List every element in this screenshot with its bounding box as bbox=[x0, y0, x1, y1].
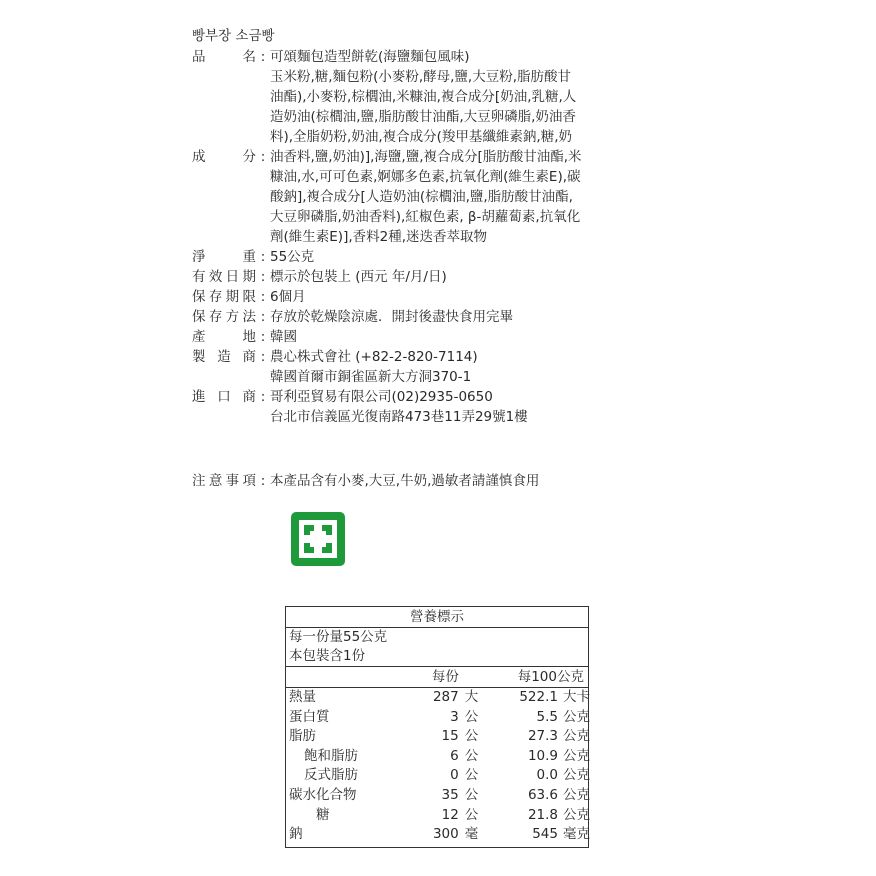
per-100g-unit: 公克 bbox=[563, 786, 590, 803]
per-serving-unit: 大 bbox=[464, 689, 479, 705]
field-value-line: 哥利亞貿易有限公司(02)2935-0650 bbox=[270, 389, 493, 405]
warning-key: 注 意 事 項 bbox=[192, 473, 256, 489]
field-value-line: 韓國 bbox=[270, 329, 297, 345]
per-serving-unit: 公 bbox=[464, 806, 479, 823]
nutrition-facts-table bbox=[285, 606, 589, 848]
field-value-line: 存放於乾燥陰涼處．開封後盡快食用完畢 bbox=[270, 309, 513, 325]
recycle-icon bbox=[290, 511, 346, 567]
field-value bbox=[270, 47, 620, 147]
label-field-row bbox=[192, 387, 652, 427]
product-label bbox=[192, 26, 652, 427]
field-key: 品 名 bbox=[192, 49, 256, 65]
per-100g-value: 0.0 bbox=[536, 767, 558, 784]
field-value-line: 造奶油(棕櫚油,鹽,脂肪酸甘油酯,大豆卵磷脂,奶油香 bbox=[270, 109, 576, 125]
label-field-row bbox=[192, 147, 652, 247]
per-serving-value: 12 bbox=[441, 806, 459, 823]
label-fields bbox=[192, 47, 652, 427]
nutrition-rows bbox=[286, 688, 588, 845]
per-100g-unit: 毫克 bbox=[563, 826, 590, 843]
per-serving-value: 35 bbox=[441, 786, 459, 803]
nutrient-name: 糖 bbox=[316, 806, 330, 823]
label-field-row bbox=[192, 327, 652, 347]
servings-per-pack: 本包裝含1份 bbox=[289, 648, 366, 664]
field-value-line: 糠油,水,可可色素,婀娜多色素,抗氧化劑(維生素E),碳 bbox=[270, 169, 581, 185]
field-key: 成 分 bbox=[192, 149, 256, 165]
field-value bbox=[270, 267, 620, 287]
nutrient-name: 反式脂肪 bbox=[304, 767, 358, 784]
per-100g-value: 21.8 bbox=[527, 806, 558, 823]
per-serving-unit: 公 bbox=[464, 786, 479, 803]
per-serving-value: 6 bbox=[450, 747, 459, 764]
nutrient-name: 碳水化合物 bbox=[289, 786, 357, 803]
field-colon: : bbox=[260, 389, 266, 405]
per-serving-value: 0 bbox=[450, 767, 459, 784]
label-field-row bbox=[192, 287, 652, 307]
field-value-line: 劑(維生素E)],香料2種,迷迭香萃取物 bbox=[270, 229, 488, 245]
per-100g-value: 63.6 bbox=[527, 786, 558, 803]
field-value-line: 油酯),小麥粉,棕櫚油,米糠油,複合成分[奶油,乳糖,人 bbox=[270, 89, 577, 105]
field-value bbox=[270, 307, 620, 327]
field-key: 產 地 bbox=[192, 329, 256, 345]
per-100g-value: 5.5 bbox=[536, 708, 558, 725]
nutrient-name: 熱量 bbox=[289, 689, 316, 705]
serving-size: 每一份量55公克 bbox=[289, 629, 388, 645]
nutrient-name: 飽和脂肪 bbox=[304, 747, 358, 764]
nutrition-column-header bbox=[286, 666, 588, 688]
per-100g-unit: 公克 bbox=[563, 747, 590, 764]
per-100g-unit: 公克 bbox=[563, 767, 590, 784]
col-per-serving: 每份 bbox=[431, 669, 459, 685]
per-serving-value: 15 bbox=[441, 728, 459, 745]
nutrition-row bbox=[286, 786, 588, 806]
field-key: 製 造 商 bbox=[192, 349, 256, 365]
field-value-line: 農心株式會社 (+82-2-820-7114) bbox=[270, 349, 478, 365]
nutrient-name: 脂肪 bbox=[289, 728, 316, 745]
warning-text: 本產品含有小麥,大豆,牛奶,過敏者請謹慎食用 bbox=[270, 473, 540, 489]
per-100g-unit: 公克 bbox=[563, 708, 590, 725]
allergen-warning bbox=[192, 471, 539, 491]
field-value bbox=[270, 347, 620, 387]
per-serving-value: 287 bbox=[432, 689, 459, 705]
nutrition-row bbox=[286, 825, 588, 845]
per-serving-value: 3 bbox=[450, 708, 459, 725]
warning-colon: : bbox=[260, 473, 266, 489]
nutrition-row bbox=[286, 747, 588, 767]
field-value-line: 韓國首爾市銅雀區新大方洞370-1 bbox=[270, 369, 472, 385]
per-serving-unit: 公 bbox=[464, 708, 479, 725]
field-colon: : bbox=[260, 289, 266, 305]
field-colon: : bbox=[260, 269, 266, 285]
nutrient-name: 鈉 bbox=[289, 826, 303, 843]
field-colon: : bbox=[260, 309, 266, 325]
label-field-row bbox=[192, 247, 652, 267]
field-value-line: 大豆卵磷脂,奶油香料),紅椒色素, β-胡蘿蔔素,抗氧化 bbox=[270, 209, 581, 225]
field-value-line: 可頌麵包造型餅乾(海鹽麵包風味) bbox=[270, 49, 470, 65]
field-value bbox=[270, 287, 620, 307]
nutrition-heading: 營養標示 bbox=[286, 607, 588, 628]
field-value-line: 料),全脂奶粉,奶油,複合成分(羧甲基纖維素鈉,糖,奶 bbox=[270, 129, 572, 145]
per-100g-unit: 公克 bbox=[563, 728, 590, 745]
field-key: 保 存 期 限 bbox=[192, 289, 256, 305]
field-colon: : bbox=[260, 49, 266, 65]
per-100g-value: 10.9 bbox=[527, 747, 558, 764]
field-value-line: 酸鈉],複合成分[人造奶油(棕櫚油,鹽,脂肪酸甘油酯, bbox=[270, 189, 573, 205]
field-value-line: 油香料,鹽,奶油)],海鹽,鹽,複合成分[脂肪酸甘油酯,米 bbox=[270, 149, 582, 165]
product-title: 빵부장 소금빵 bbox=[192, 28, 275, 44]
nutrition-row bbox=[286, 727, 588, 747]
field-key: 有 效 日 期 bbox=[192, 269, 256, 285]
nutrition-row bbox=[286, 688, 588, 708]
field-colon: : bbox=[260, 329, 266, 345]
field-value bbox=[270, 327, 620, 347]
field-colon: : bbox=[260, 249, 266, 265]
nutrition-row bbox=[286, 806, 588, 826]
per-serving-unit: 公 bbox=[464, 728, 479, 745]
per-100g-value: 27.3 bbox=[527, 728, 558, 745]
field-value bbox=[270, 147, 620, 247]
label-field-row bbox=[192, 47, 652, 147]
field-key: 淨 重 bbox=[192, 249, 256, 265]
label-field-row bbox=[192, 347, 652, 387]
nutrient-name: 蛋白質 bbox=[289, 708, 330, 725]
field-value-line: 55公克 bbox=[270, 249, 315, 265]
col-per-100g: 每100公克 bbox=[517, 669, 584, 685]
field-key: 進 口 商 bbox=[192, 389, 256, 405]
per-100g-value: 545 bbox=[532, 826, 558, 843]
per-serving-unit: 公 bbox=[464, 767, 479, 784]
label-field-row bbox=[192, 307, 652, 327]
field-value-line: 台北市信義區光復南路473巷11弄29號1樓 bbox=[270, 409, 528, 425]
field-value-line: 6個月 bbox=[270, 289, 306, 305]
per-serving-value: 300 bbox=[432, 826, 459, 843]
field-value bbox=[270, 247, 620, 267]
field-value bbox=[270, 387, 620, 427]
per-serving-unit: 毫 bbox=[464, 826, 479, 843]
label-field-row bbox=[192, 267, 652, 287]
field-colon: : bbox=[260, 349, 266, 365]
nutrition-row bbox=[286, 708, 588, 728]
field-colon: : bbox=[260, 149, 266, 165]
per-100g-unit: 公克 bbox=[563, 806, 590, 823]
field-value-line: 標示於包裝上 (西元 年/月/日) bbox=[270, 269, 447, 285]
per-100g-unit: 大卡 bbox=[563, 689, 590, 705]
nutrition-row bbox=[286, 766, 588, 786]
field-value-line: 玉米粉,糖,麵包粉(小麥粉,酵母,鹽,大豆粉,脂肪酸甘 bbox=[270, 69, 572, 85]
field-key: 保 存 方 法 bbox=[192, 309, 256, 325]
per-100g-value: 522.1 bbox=[519, 689, 558, 705]
per-serving-unit: 公 bbox=[464, 747, 479, 764]
